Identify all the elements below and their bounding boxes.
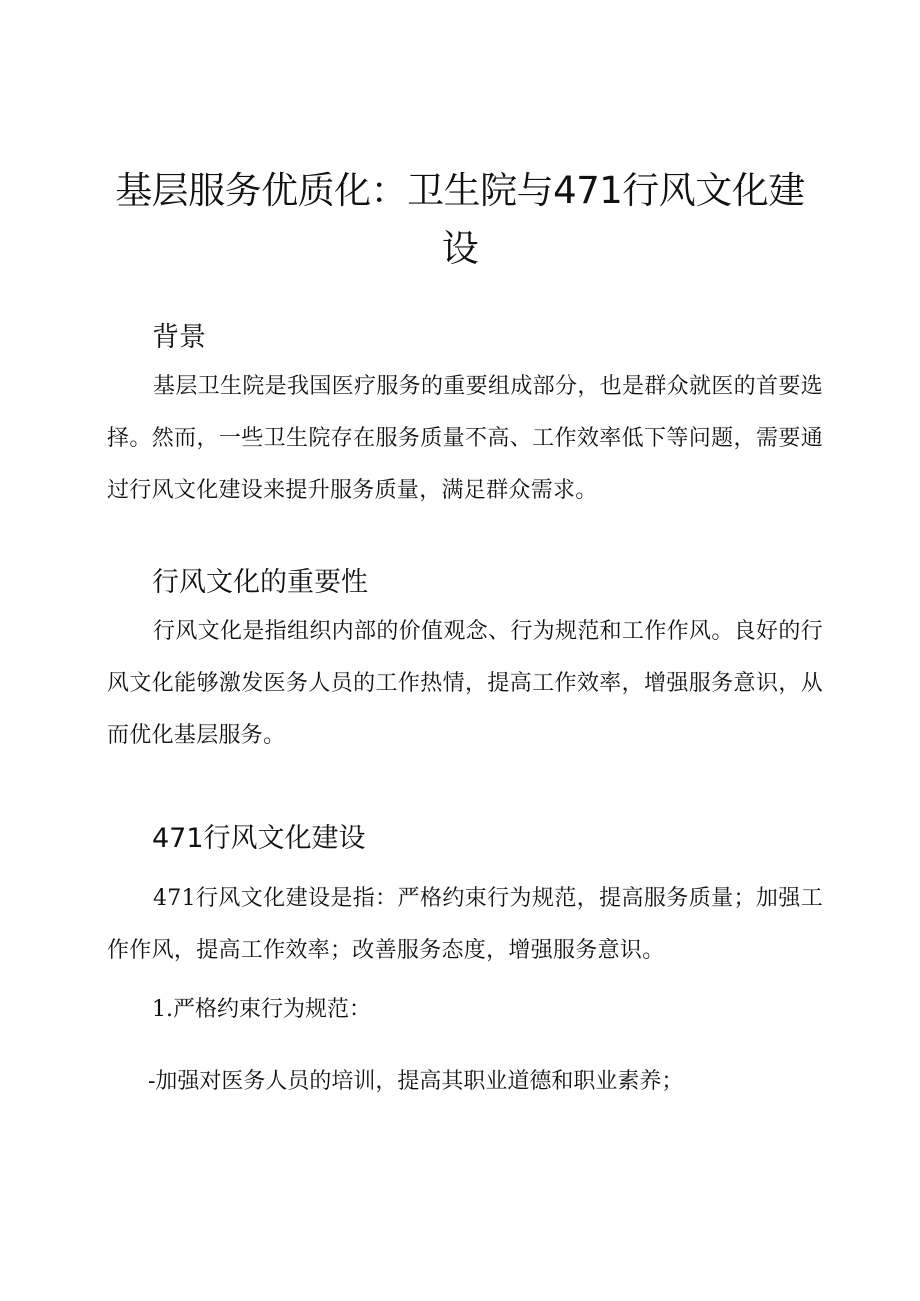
section-heading-importance: 行风文化的重要性 — [152, 567, 368, 598]
section-heading-471: 471行风文化建设 — [152, 823, 366, 854]
section-paragraph-471: 471行风文化建设是指：严格约束行为规范，提高服务质量；加强工作作风，提高工作效率；改善服务态度，增强服务意识。 — [107, 886, 823, 963]
section-paragraph-background: 基层卫生院是我国医疗服务的重要组成部分，也是群众就医的首要选择。然而，一些卫生院存在服务质量不高、工作效率低下等问题，需要通过行风文化建设来提升服务质量，满足群众需求。 — [107, 374, 823, 503]
section-paragraph-importance: 行风文化是指组织内部的价值观念、行为规范和工作作风。良好的行风文化能够激发医务人员的工作热情，提高工作效率，增强服务意识，从而优化基层服务。 — [107, 619, 823, 748]
list-item: -加强对医务人员的培训，提高其职业道德和职业素养； — [148, 1069, 684, 1094]
section-heading-background: 背景 — [152, 322, 206, 353]
list-title: 1.严格约束行为规范： — [152, 997, 371, 1022]
document-title: 基层服务优质化：卫生院与471行风文化建设 — [115, 169, 805, 270]
